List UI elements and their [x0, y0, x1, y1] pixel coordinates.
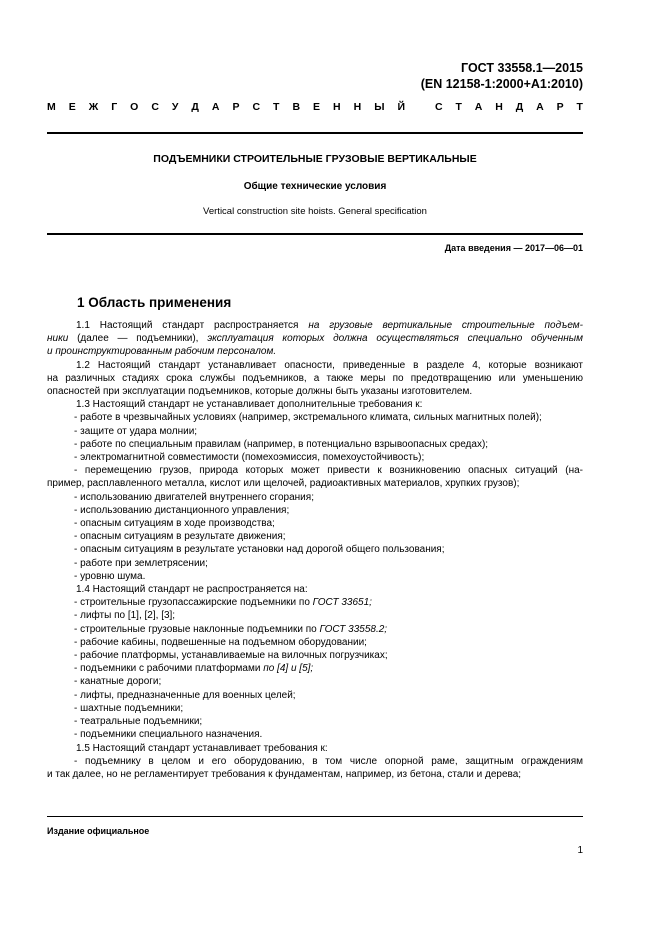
- list-item: - канатные дороги;: [74, 676, 162, 688]
- list-item: - использованию двигателей внутреннего сгорания;: [74, 491, 314, 503]
- document-code: [421, 60, 583, 92]
- gost-number: ГОСТ 33558.1—2015: [461, 61, 583, 75]
- banner-letter: У: [171, 101, 179, 113]
- official-edition-label: Издание официальное: [47, 826, 150, 836]
- paragraph-cont: опасностей при эксплуатации подъемников, которые должны быть указаны изготовителем.: [47, 386, 473, 398]
- list-item: - лифты, предназначенные для военных целей;: [74, 689, 296, 701]
- banner-letter: С: [435, 101, 443, 113]
- list-item: - рабочие платформы, устанавливаемые на вилочных погрузчиках;: [74, 650, 388, 662]
- document-subtitle: Общие технические условия: [243, 181, 387, 192]
- paragraph-cont: на различных стадиях срока службы подъемников, а также меры по предотвращению или уменьшению: [47, 372, 583, 384]
- list-item: - подъемники специального назначения.: [74, 729, 263, 741]
- banner-letter: А: [474, 101, 483, 113]
- list-item: - строительные грузопассажирские подъемники по ГОСТ 33651;: [74, 597, 372, 609]
- list-item: - работе по специальным правилам (например, в потенциально взрывоопасных средах);: [74, 438, 489, 450]
- banner-letter: С: [151, 101, 159, 113]
- banner-letter: М: [47, 101, 56, 113]
- paragraph: 1.5 Настоящий стандарт устанавливает требования к:: [76, 742, 328, 754]
- list-item: - уровню шума.: [74, 570, 146, 582]
- list-item: - использованию дистанционного управления;: [74, 504, 290, 516]
- section-heading: 1 Область применения: [77, 295, 232, 310]
- list-item: - лифты по [1], [2], [3];: [74, 610, 176, 622]
- banner-letter: А: [536, 101, 544, 113]
- list-item: - шахтные подъемники;: [74, 702, 184, 714]
- paragraph: 1.1 Настоящий стандарт распространяется на грузовые вертикальные строительные подъем-: [76, 320, 583, 331]
- paragraph: 1.3 Настоящий стандарт не устанавливает дополнительные требования к:: [76, 399, 423, 411]
- banner-letter: Р: [232, 101, 240, 113]
- banner-letter: Н: [495, 101, 503, 113]
- introduction-date: Дата введения — 2017—06—01: [444, 243, 583, 253]
- banner-letter: Е: [68, 101, 76, 113]
- paragraph: 1.2 Настоящий стандарт устанавливает опасности, приведенные в разделе 4, которые возникают: [76, 359, 583, 371]
- banner-letter: А: [211, 101, 220, 113]
- banner-letter: Н: [333, 101, 341, 113]
- list-item: - театральные подъемники;: [74, 716, 203, 728]
- paragraph: 1.4 Настоящий стандарт не распространяется на:: [76, 584, 308, 596]
- banner-letter: Ж: [88, 101, 99, 113]
- header-divider: [47, 132, 583, 134]
- list-item: - защите от удара молнии;: [74, 425, 198, 437]
- paragraph-cont: и проинструктированным рабочим персоналом.: [47, 346, 277, 358]
- list-item: - опасным ситуациям в результате движения;: [74, 531, 286, 543]
- banner-word-standard: [435, 101, 583, 113]
- banner-word-interstate: [47, 101, 405, 113]
- banner-letter: Т: [273, 101, 280, 113]
- banner-letter: Ы: [374, 101, 385, 113]
- list-item: - строительные грузовые наклонные подъемники по ГОСТ 33558.2;: [74, 623, 388, 635]
- banner-letter: С: [252, 101, 261, 113]
- banner-letter: Д: [191, 101, 199, 113]
- page-number: 1: [577, 845, 583, 856]
- list-item: - работе в чрезвычайных условиях (например, экстремального климата, сильных магнитных полей);: [74, 412, 542, 424]
- banner-letter: Д: [515, 101, 524, 113]
- list-item: - опасным ситуациям в результате установки над дорогой общего пользования;: [74, 544, 445, 556]
- banner-letter: Е: [313, 101, 321, 113]
- footer-divider: [47, 816, 583, 817]
- list-item: - перемещению грузов, природа которых может привести к возникновению опасных ситуаций (на-: [74, 465, 583, 477]
- banner-letter: О: [130, 101, 139, 113]
- paragraph-cont: ники (далее — подъемники), эксплуатация которых должна осуществляться специально обученным: [47, 333, 583, 345]
- list-item-cont: пример, расплавленного металла, кислот или щелочей, радиоактивных материалов, хрупких грузов);: [47, 478, 520, 490]
- banner-letter: Й: [397, 101, 405, 113]
- title-divider: [47, 233, 583, 235]
- en-number: (EN 12158-1:2000+A1:2010): [420, 77, 583, 91]
- banner-letter: Н: [353, 101, 362, 113]
- list-item: - рабочие кабины, подвешенные на подъемном оборудовании;: [74, 636, 367, 648]
- interstate-standard-banner: [47, 101, 583, 113]
- list-item: - электромагнитной совместимости (помехоэмиссия, помехоустойчивость);: [74, 452, 425, 464]
- english-title: Vertical construction site hoists. General specification: [203, 206, 427, 217]
- section-body: [47, 319, 583, 781]
- list-item: - опасным ситуациям в ходе производства;: [74, 518, 275, 530]
- banner-letter: В: [292, 101, 301, 113]
- list-item-cont: и так далее, но не регламентирует требования к фундаментам, например, из бетона, стали и дерева;: [47, 768, 522, 780]
- banner-letter: Т: [576, 101, 583, 113]
- list-item: - подъемники с рабочими платформами по [4] и [5];: [74, 663, 314, 675]
- banner-letter: Р: [556, 101, 564, 113]
- list-item: - работе при землетрясении;: [74, 557, 208, 569]
- banner-letter: Т: [455, 101, 462, 113]
- document-title: ПОДЪЕМНИКИ СТРОИТЕЛЬНЫЕ ГРУЗОВЫЕ ВЕРТИКАЛЬНЫЕ: [153, 153, 477, 165]
- banner-letter: Г: [111, 101, 118, 113]
- list-item: - подъемнику в целом и его оборудованию, в том числе опорной раме, защитным ограждениям: [74, 755, 583, 767]
